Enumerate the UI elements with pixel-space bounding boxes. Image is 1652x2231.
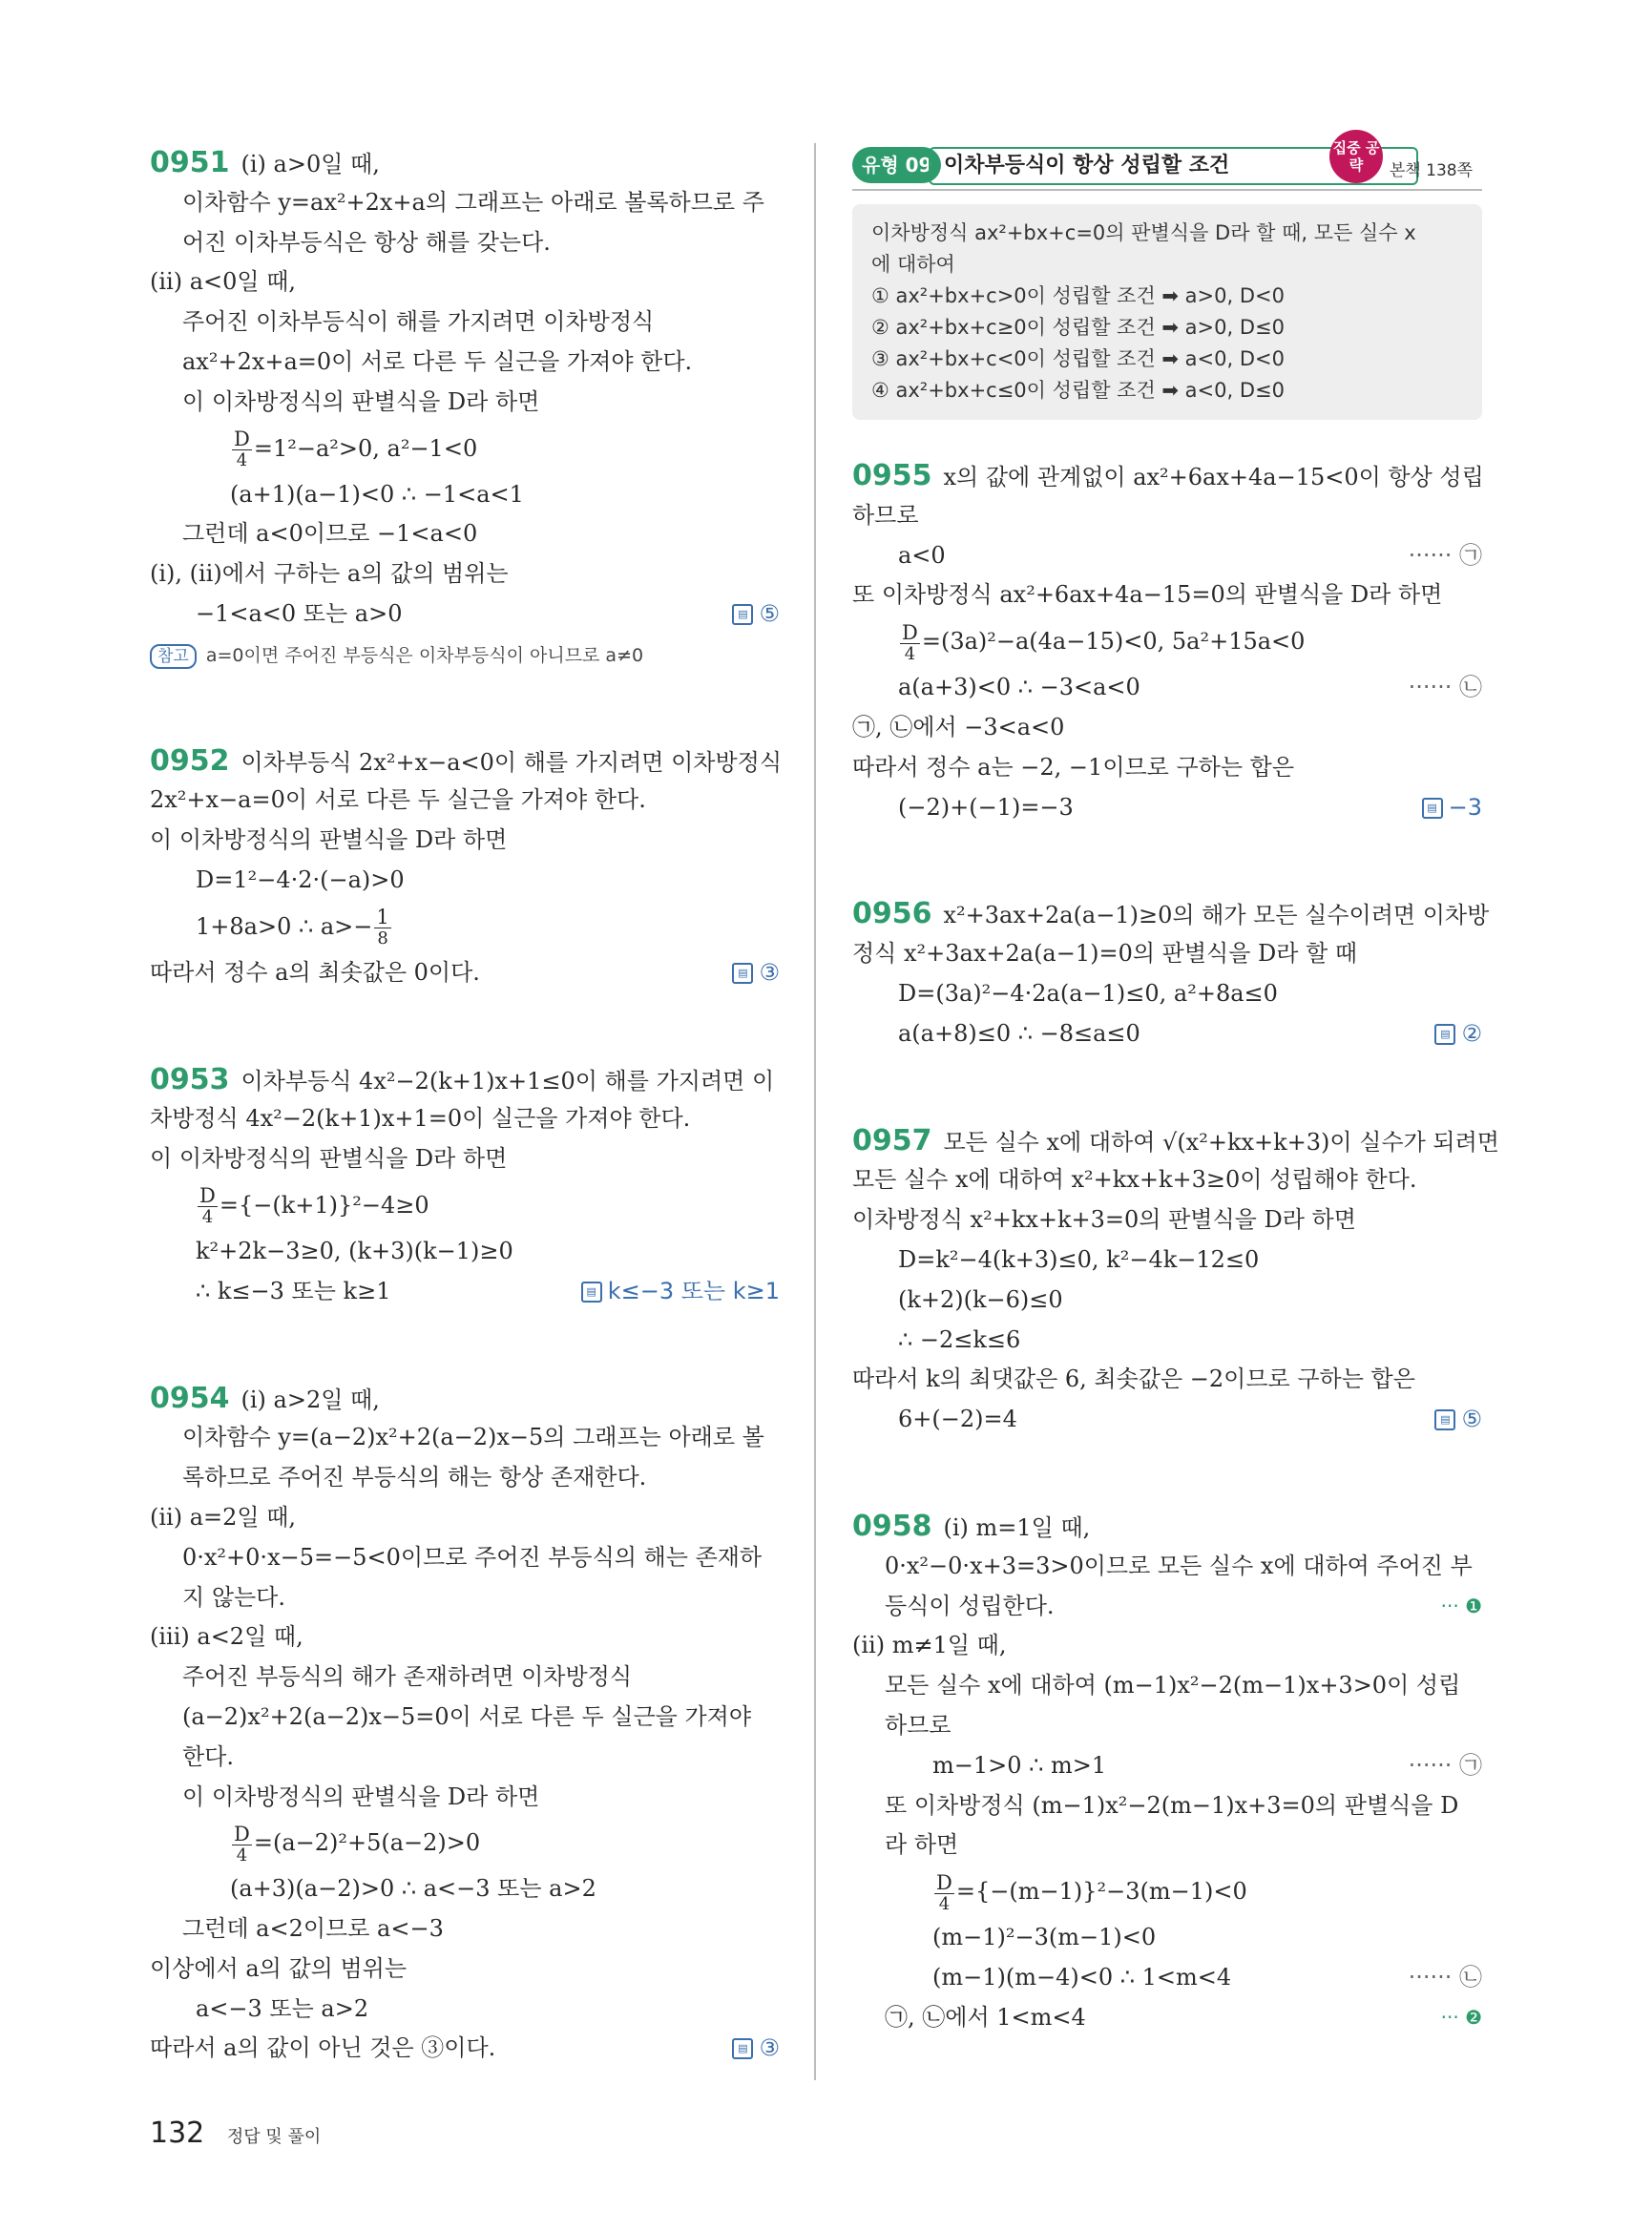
left-column bbox=[150, 143, 783, 2069]
note: 참고 a=0이면 주어진 부등식은 이차부등식이 아니므로 a≠0 bbox=[150, 635, 780, 675]
text-line: 이 이차방정식의 판별식을 D라 하면 bbox=[150, 1145, 508, 1173]
math-line: $\frac{D}{4}$ =(a−2)²+5(a−2)>0 bbox=[234, 1822, 481, 1866]
math-line: ∴ −2≤k≤6 bbox=[898, 1325, 1021, 1353]
text-line: 이 이차방정식의 판별식을 D라 하면 bbox=[182, 387, 540, 415]
math-line: m−1>0 ∴ m>1 bbox=[932, 1751, 1107, 1779]
problem-0954 bbox=[150, 1379, 780, 2070]
text-line: 이상에서 a의 값의 범위는 bbox=[150, 1954, 408, 1982]
fraction: $\frac{D}{4}$ bbox=[234, 427, 250, 471]
text-line: 어진 이차부등식은 항상 해를 갖는다. bbox=[182, 228, 551, 256]
math-line: k²+2k−3≥0, (k+3)(k−1)≥0 bbox=[196, 1237, 513, 1264]
text-line: 차방정식 4x²−2(k+1)x+1=0이 실근을 가져야 한다. bbox=[150, 1105, 691, 1133]
text-line: 이 이차방정식의 판별식을 D라 하면 bbox=[182, 1783, 540, 1810]
text-line: 그런데 a<2이므로 a<−3 bbox=[182, 1915, 444, 1943]
math-line: D=k²−4(k+3)≤0, k²−4k−12≤0 bbox=[898, 1245, 1260, 1273]
answer-mark: ▤ ③ bbox=[732, 953, 780, 993]
math-line: $\frac{D}{4}$ ={−(m−1)}²−3(m−1)<0 bbox=[936, 1870, 1247, 1914]
problem-number: 0955 bbox=[852, 459, 932, 492]
focus-badge: 집중 공략 bbox=[1329, 130, 1383, 183]
text-line: ㉠, ㉡에서 −3<a<0 bbox=[852, 713, 1065, 740]
math-line: (a+3)(a−2)>0 ∴ a<−3 또는 a>2 bbox=[230, 1875, 596, 1903]
answer-mark: ▤ ② bbox=[1434, 1014, 1482, 1054]
problem-number: 0952 bbox=[150, 743, 230, 778]
problem-number: 0951 bbox=[150, 146, 230, 179]
answer-icon: ▤ bbox=[732, 2038, 753, 2059]
text-line: 주어진 부등식의 해가 존재하려면 이차방정식 bbox=[182, 1663, 633, 1691]
text-line: (ⅰ), (ⅱ)에서 구하는 a의 값의 범위는 bbox=[150, 560, 509, 588]
text-line: (ⅰ) a>2일 때, bbox=[240, 1386, 380, 1413]
math-line: a<−3 또는 a>2 bbox=[196, 1994, 369, 2022]
text-line: x의 값에 관계없이 ax²+6ax+4a−15<0이 항상 성립 bbox=[943, 464, 1484, 490]
text-line: 또 이차방정식 ax²+6ax+4a−15=0의 판별식을 D라 하면 bbox=[852, 581, 1443, 609]
text-line: 주어진 이차부등식이 해를 가지려면 이차방정식 bbox=[182, 308, 655, 336]
text-line: 등식이 성립한다. bbox=[885, 1592, 1055, 1619]
math-line: (k+2)(k−6)≤0 bbox=[898, 1285, 1063, 1313]
answer-icon: ▤ bbox=[581, 1282, 602, 1303]
problem-0958 bbox=[852, 1507, 1482, 2038]
answer-icon: ▤ bbox=[1422, 798, 1443, 819]
fraction: $\frac{D}{4}$ bbox=[199, 1184, 216, 1228]
text-line: (ⅱ) m≠1일 때, bbox=[852, 1632, 1007, 1659]
text-line: 이 이차방정식의 판별식을 D라 하면 bbox=[150, 826, 508, 854]
type-badge: 유형 09 bbox=[852, 147, 941, 183]
fraction: $\frac{1}{8}$ bbox=[376, 906, 389, 949]
right-column bbox=[852, 139, 1499, 2038]
problem-number: 0953 bbox=[150, 1062, 230, 1096]
concept-box bbox=[852, 204, 1482, 420]
text-line: 0·x²+0·x−5=−5<0이므로 주어진 부등식의 해는 존재하 bbox=[182, 1543, 763, 1571]
equation-marker: ······ ㉡ bbox=[1408, 1963, 1482, 1991]
problem-0951 bbox=[150, 143, 780, 675]
answer-mark: ▤ −3 bbox=[1422, 788, 1482, 828]
text-line: 따라서 정수 a의 최솟값은 0이다. bbox=[150, 958, 480, 986]
text-line: 따라서 a의 값이 아닌 것은 ③이다. bbox=[150, 2034, 496, 2062]
problem-number: 0958 bbox=[852, 1509, 932, 1543]
type-header bbox=[852, 139, 1482, 191]
text-line: 그런데 a<0이므로 −1<a<0 bbox=[182, 520, 478, 548]
reference-page: 본책 138쪽 bbox=[1389, 161, 1473, 180]
text-line: 이차함수 y=ax²+2x+a의 그래프는 아래로 볼록하므로 주 bbox=[182, 188, 764, 216]
concept-line: ④ ax²+bx+c≤0이 성립할 조건 ➡ a<0, D≤0 bbox=[871, 379, 1285, 402]
text-line: 록하므로 주어진 부등식의 해는 항상 존재한다. bbox=[182, 1464, 647, 1491]
concept-line: 에 대하여 bbox=[871, 253, 955, 276]
text-line: 하므로 bbox=[885, 1711, 951, 1739]
math-line: 6+(−2)=4 bbox=[898, 1406, 1017, 1433]
text-line: 하므로 bbox=[852, 501, 919, 529]
math-line: a<0 bbox=[898, 541, 946, 569]
text-line: 라 하면 bbox=[885, 1831, 959, 1859]
page-footer bbox=[150, 2116, 321, 2150]
text-line: 따라서 k의 최댓값은 6, 최솟값은 −2이므로 구하는 합은 bbox=[852, 1366, 1415, 1393]
text-line: 0·x²−0·x+3=3>0이므로 모든 실수 x에 대하여 주어진 부 bbox=[885, 1552, 1473, 1579]
answer-mark: ▤ ⑤ bbox=[1434, 1400, 1482, 1440]
problem-0953 bbox=[150, 1060, 780, 1312]
fraction: $\frac{D}{4}$ bbox=[936, 1870, 952, 1914]
answer-icon: ▤ bbox=[732, 963, 753, 984]
text-line: (ⅱ) a<0일 때, bbox=[150, 268, 297, 296]
problem-0952 bbox=[150, 741, 783, 993]
concept-line: ③ ax²+bx+c<0이 성립할 조건 ➡ a<0, D<0 bbox=[871, 347, 1285, 370]
answer-mark: ▤ ③ bbox=[732, 2029, 780, 2069]
math-line: ∴ k≤−3 또는 k≥1 bbox=[196, 1277, 391, 1304]
problem-number: 0956 bbox=[852, 897, 932, 931]
math-line: 1+8a>0 ∴ a>− $\frac{1}{8}$ bbox=[196, 906, 389, 949]
math-line: $\frac{D}{4}$ =(3a)²−a(4a−15)<0, 5a²+15a<0 bbox=[902, 620, 1306, 664]
column-divider bbox=[814, 143, 816, 2080]
answer-icon: ▤ bbox=[732, 604, 753, 625]
step-marker: ··· ❶ bbox=[1440, 1594, 1482, 1617]
step-marker: ··· ❷ bbox=[1440, 2005, 1482, 2029]
concept-line: ② ax²+bx+c≥0이 성립할 조건 ➡ a>0, D≤0 bbox=[871, 316, 1285, 339]
footer-label: 정답 및 풀이 bbox=[226, 2127, 322, 2147]
math-line: $\frac{D}{4}$ ={−(k+1)}²−4≥0 bbox=[199, 1184, 429, 1228]
text-line: 한다. bbox=[182, 1742, 234, 1770]
answer-mark: ▤ ⑤ bbox=[732, 594, 780, 635]
problem-0955 bbox=[852, 456, 1482, 827]
math-line: a(a+3)<0 ∴ −3<a<0 bbox=[898, 674, 1140, 701]
text-line: 따라서 정수 a는 −2, −1이므로 구하는 합은 bbox=[852, 753, 1295, 781]
equation-marker: ······ ㉡ bbox=[1408, 674, 1482, 701]
text-line: ㉠, ㉡에서 1<m<4 bbox=[885, 2003, 1086, 2031]
text-line: 지 않는다. bbox=[182, 1583, 285, 1611]
problem-number: 0957 bbox=[852, 1123, 932, 1157]
text-line: 이차방정식 x²+kx+k+3=0의 판별식을 D라 하면 bbox=[852, 1206, 1356, 1234]
answer-icon: ▤ bbox=[1434, 1024, 1455, 1045]
text-line: (ⅰ) a>0일 때, bbox=[240, 151, 380, 177]
answer-mark: ▤ k≤−3 또는 k≥1 bbox=[581, 1272, 780, 1312]
text-line: 또 이차방정식 (m−1)x²−2(m−1)x+3=0의 판별식을 D bbox=[885, 1791, 1459, 1819]
text-line: (ⅲ) a<2일 때, bbox=[150, 1623, 303, 1651]
page-number: 132 bbox=[150, 2116, 205, 2150]
math-line: D=1²−4·2·(−a)>0 bbox=[196, 865, 405, 893]
text-line: ax²+2x+a=0이 서로 다른 두 실근을 가져야 한다. bbox=[182, 347, 693, 375]
text-line: (a−2)x²+2(a−2)x−5=0이 서로 다른 두 실근을 가져야 bbox=[182, 1702, 752, 1730]
math-line: (m−1)(m−4)<0 ∴ 1<m<4 bbox=[932, 1963, 1232, 1991]
note-badge: 참고 bbox=[150, 644, 197, 669]
math-line: D=(3a)²−4·2a(a−1)≤0, a²+8a≤0 bbox=[898, 979, 1278, 1007]
text-line: 이차부등식 4x²−2(k+1)x+1≤0이 해를 가지려면 이 bbox=[240, 1067, 775, 1095]
text-line: 모든 실수 x에 대하여 √(x²+kx+k+3)이 실수가 되려면 bbox=[943, 1128, 1499, 1156]
problem-0956 bbox=[852, 894, 1490, 1053]
text-line: 이차부등식 2x²+x−a<0이 해를 가지려면 이차방정식 bbox=[240, 748, 783, 776]
problem-0957 bbox=[852, 1121, 1499, 1440]
concept-line: ① ax²+bx+c>0이 성립할 조건 ➡ a>0, D<0 bbox=[871, 284, 1285, 307]
text-line: 정식 x²+3ax+2a(a−1)=0의 판별식을 D라 할 때 bbox=[852, 940, 1358, 968]
math-line: a(a+8)≤0 ∴ −8≤a≤0 bbox=[898, 1019, 1140, 1047]
equation-marker: ······ ㉠ bbox=[1408, 1751, 1482, 1779]
fraction: $\frac{D}{4}$ bbox=[902, 620, 918, 664]
math-line: (m−1)²−3(m−1)<0 bbox=[932, 1924, 1157, 1951]
equation-marker: ······ ㉠ bbox=[1408, 541, 1482, 569]
text-line: 모든 실수 x에 대하여 (m−1)x²−2(m−1)x+3>0이 성립 bbox=[885, 1672, 1461, 1699]
fraction: $\frac{D}{4}$ bbox=[234, 1822, 250, 1866]
concept-line: 이차방정식 ax²+bx+c=0의 판별식을 D라 할 때, 모든 실수 x bbox=[871, 221, 1416, 244]
math-line: (a+1)(a−1)<0 ∴ −1<a<1 bbox=[230, 480, 524, 508]
text-line: x²+3ax+2a(a−1)≥0의 해가 모든 실수이려면 이차방 bbox=[943, 902, 1490, 929]
text-line: 2x²+x−a=0이 서로 다른 두 실근을 가져야 한다. bbox=[150, 786, 646, 814]
type-title: 이차부등식이 항상 성립할 조건 bbox=[929, 147, 1418, 185]
math-line: −1<a<0 또는 a>0 bbox=[196, 599, 403, 627]
math-line: (−2)+(−1)=−3 bbox=[898, 793, 1074, 821]
text-line: 모든 실수 x에 대하여 x²+kx+k+3≥0이 성립해야 한다. bbox=[852, 1166, 1417, 1194]
problem-number: 0954 bbox=[150, 1381, 230, 1415]
answer-icon: ▤ bbox=[1434, 1409, 1455, 1430]
text-line: (ⅱ) a=2일 때, bbox=[150, 1503, 297, 1531]
text-line: (ⅰ) m=1일 때, bbox=[943, 1513, 1091, 1541]
math-line: $\frac{D}{4}$ =1²−a²>0, a²−1<0 bbox=[234, 427, 478, 471]
text-line: 이차함수 y=(a−2)x²+2(a−2)x−5의 그래프는 아래로 볼 bbox=[182, 1424, 764, 1451]
